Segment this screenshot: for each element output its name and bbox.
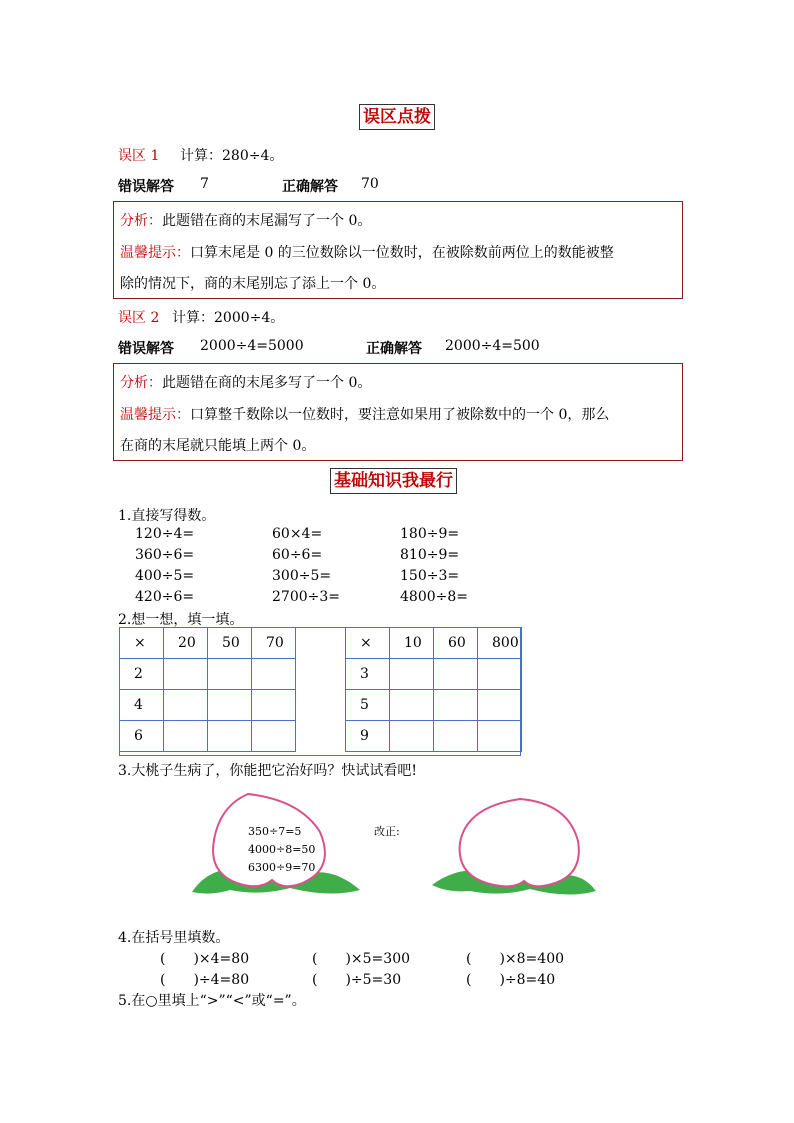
answer-cell[interactable]: [208, 690, 252, 721]
answer-cell[interactable]: [252, 659, 296, 690]
table-row-header: 6: [120, 721, 164, 752]
mistake-1-right-value: 70: [361, 176, 379, 192]
mistake-1-problem: 计算：280÷4。: [180, 148, 284, 164]
q2-right-table: [345, 627, 522, 752]
tip-label: 温馨提示：: [120, 407, 190, 423]
peach-equation: 4000÷8=50: [248, 843, 316, 856]
answer-cell[interactable]: [434, 659, 478, 690]
q1-item: 810÷9=: [400, 547, 460, 563]
mistake-2-problem: 计算：2000÷4。: [172, 310, 285, 326]
q4-item[interactable]: ( )×5=300: [312, 951, 411, 967]
table-header-cell: 10: [390, 628, 434, 659]
q1-item: 360÷6=: [135, 547, 195, 563]
mistake-1-right-label: 正确解答: [282, 179, 338, 195]
q4-item[interactable]: ( )×8=400: [466, 951, 565, 967]
tip-text-continued: 除的情况下，商的末尾别忘了添上一个 0。: [120, 276, 386, 292]
table-row-header: 2: [120, 659, 164, 690]
mistake-2-right-value: 2000÷4=500: [445, 338, 540, 354]
answer-cell[interactable]: [390, 721, 434, 752]
q1-item: 60÷6=: [272, 547, 323, 563]
q2-heading: 2.想一想，填一填。: [118, 612, 244, 628]
answer-cell[interactable]: [164, 721, 208, 752]
answer-cell[interactable]: [252, 690, 296, 721]
q1-item: 2700÷3=: [272, 589, 340, 605]
tip-text-continued: 在商的末尾就只能填上两个 0。: [120, 438, 316, 454]
answer-cell[interactable]: [164, 690, 208, 721]
answer-cell[interactable]: [434, 721, 478, 752]
peach-equation: 350÷7=5: [248, 825, 302, 838]
analysis-text: 此题错在商的末尾多写了一个 0。: [162, 375, 372, 391]
table-row-header: 5: [346, 690, 390, 721]
q1-item: 300÷5=: [272, 568, 332, 584]
tip-text: 口算整千数除以一位数时，要注意如果用了被除数中的一个 0，那么: [190, 407, 610, 423]
peach-equation: 6300÷9=70: [248, 861, 316, 874]
mistake-2-wrong-label: 错误解答: [118, 341, 174, 357]
tip-text: 口算末尾是 0 的三位数除以一位数时，在被除数前两位上的数能被整: [190, 245, 614, 261]
q1-item: 180÷9=: [400, 526, 460, 542]
q4-item[interactable]: ( )÷5=30: [312, 972, 402, 988]
q1-item: 4800÷8=: [400, 589, 468, 605]
table-header-cell: ×: [120, 628, 164, 659]
tip-label: 温馨提示：: [120, 245, 190, 261]
mistake-1-wrong-value: 7: [200, 176, 209, 192]
q3-heading: 3.大桃子生病了，你能把它治好吗？快试试看吧!: [118, 763, 417, 779]
mistake-2-right-label: 正确解答: [366, 341, 422, 357]
answer-cell[interactable]: [478, 721, 522, 752]
table-header-cell: ×: [346, 628, 390, 659]
mistake-1-analysis-box: [113, 201, 683, 299]
mistake-2-wrong-value: 2000÷4=5000: [200, 338, 304, 354]
answer-cell[interactable]: [164, 659, 208, 690]
q1-item: 60×4=: [272, 526, 323, 542]
table-header-cell: 800: [478, 628, 522, 659]
peach-icon: [460, 799, 579, 886]
answer-cell[interactable]: [390, 659, 434, 690]
q5-heading: 5.在○里填上“>”“<”或“=”。: [118, 993, 306, 1009]
q4-item[interactable]: ( )×4=80: [160, 951, 250, 967]
correction-label: 改正:: [374, 825, 400, 838]
mistake-1-wrong-label: 错误解答: [118, 179, 174, 195]
q1-item: 150÷3=: [400, 568, 460, 584]
analysis-text: 此题错在商的末尾漏写了一个 0。: [162, 213, 372, 229]
section-title-mistakes: 误区点拨: [359, 104, 435, 130]
mistake-1-label: 误区 1: [118, 148, 160, 164]
q4-heading: 4.在括号里填数。: [118, 930, 230, 946]
answer-cell[interactable]: [390, 690, 434, 721]
q1-item: 120÷4=: [135, 526, 195, 542]
answer-cell[interactable]: [478, 690, 522, 721]
answer-cell[interactable]: [208, 721, 252, 752]
answer-cell[interactable]: [252, 721, 296, 752]
table-row-header: 3: [346, 659, 390, 690]
q1-item: 400÷5=: [135, 568, 195, 584]
section-title-basics: 基础知识我最行: [330, 468, 457, 494]
answer-cell[interactable]: [434, 690, 478, 721]
table-header-cell: 60: [434, 628, 478, 659]
table-header-cell: 20: [164, 628, 208, 659]
q4-item[interactable]: ( )÷4=80: [160, 972, 250, 988]
table-row-header: 9: [346, 721, 390, 752]
answer-cell[interactable]: [478, 659, 522, 690]
mistake-2-label: 误区 2: [118, 310, 160, 326]
table-header-cell: 50: [208, 628, 252, 659]
q1-heading: 1.直接写得数。: [118, 508, 216, 524]
analysis-label: 分析：: [120, 213, 162, 229]
q2-left-table: [119, 627, 296, 752]
table-row-header: 4: [120, 690, 164, 721]
table-header-cell: 70: [252, 628, 296, 659]
analysis-label: 分析：: [120, 375, 162, 391]
mistake-2-analysis-box: [113, 363, 683, 461]
q1-item: 420÷6=: [135, 589, 195, 605]
q4-item[interactable]: ( )÷8=40: [466, 972, 556, 988]
healthy-peach-illustration: [428, 797, 603, 902]
answer-cell[interactable]: [208, 659, 252, 690]
